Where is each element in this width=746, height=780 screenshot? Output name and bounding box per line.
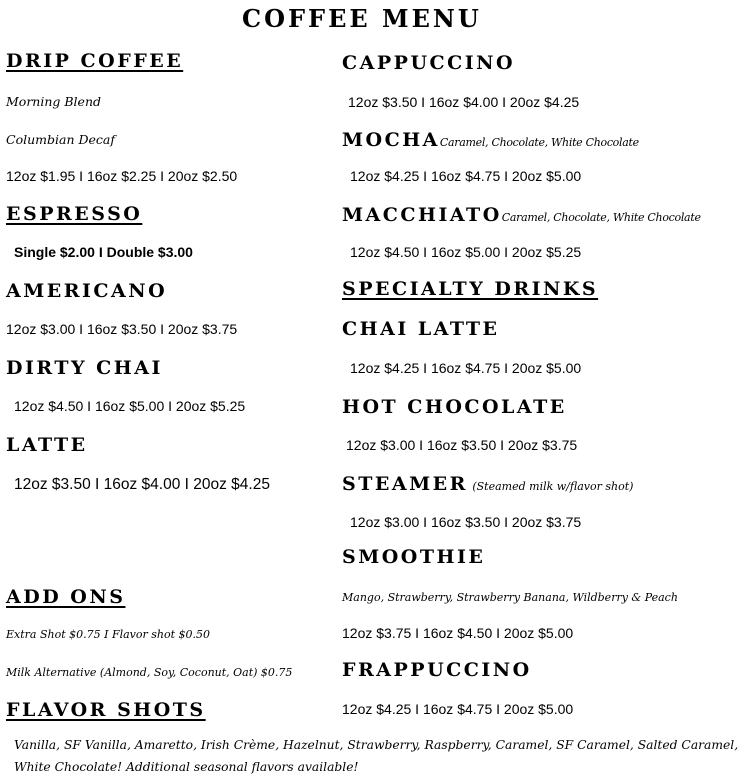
mocha-heading: MOCHA bbox=[342, 129, 440, 151]
dirty-chai-prices: 12oz $4.50 I 16oz $5.00 I 20oz $5.25 bbox=[14, 398, 246, 414]
macchiato-heading: MACCHIATO bbox=[342, 204, 502, 226]
macchiato-note: Caramel, Chocolate, White Chocolate bbox=[501, 211, 701, 224]
menu-title: COFFEE MENU bbox=[242, 4, 482, 33]
macchiato-prices: 12oz $4.50 I 16oz $5.00 I 20oz $5.25 bbox=[350, 244, 582, 260]
hot-chocolate-heading: HOT CHOCOLATE bbox=[342, 396, 567, 418]
steamer-line bbox=[342, 473, 633, 495]
steamer-prices: 12oz $3.00 I 16oz $3.50 I 20oz $3.75 bbox=[350, 514, 582, 530]
mocha-note: Caramel, Chocolate, White Chocolate bbox=[439, 136, 639, 149]
drip-coffee-prices: 12oz $1.95 I 16oz $2.25 I 20oz $2.50 bbox=[6, 168, 238, 184]
macchiato-line bbox=[342, 204, 701, 226]
cappuccino-heading: CAPPUCCINO bbox=[342, 52, 516, 74]
steamer-heading: STEAMER bbox=[342, 473, 468, 495]
flavor-shots-heading: FLAVOR SHOTS bbox=[6, 699, 206, 721]
drip-coffee-heading: DRIP COFFEE bbox=[6, 50, 184, 72]
flavor-shots-list: Vanilla, SF Vanilla, Amaretto, Irish Crème, Hazelnut, Strawberry, Raspberry, Caramel, SF Caramel, Salted Caramel, White Chocolate! Additional seasonal flavors available! bbox=[14, 738, 739, 774]
mocha-line bbox=[342, 129, 639, 151]
americano-prices: 12oz $3.00 I 16oz $3.50 I 20oz $3.75 bbox=[6, 321, 238, 337]
columbian-decaf-item: Columbian Decaf bbox=[6, 132, 115, 147]
smoothie-heading: SMOOTHIE bbox=[342, 546, 486, 568]
smoothie-prices: 12oz $3.75 I 16oz $4.50 I 20oz $5.00 bbox=[342, 625, 574, 641]
latte-heading: LATTE bbox=[6, 434, 88, 456]
morning-blend-item: Morning Blend bbox=[6, 94, 102, 109]
espresso-heading: ESPRESSO bbox=[6, 203, 143, 225]
smoothie-flavors: Mango, Strawberry, Strawberry Banana, Wildberry & Peach bbox=[342, 591, 678, 604]
dirty-chai-heading: DIRTY CHAI bbox=[6, 357, 163, 379]
frappuccino-prices: 12oz $4.25 I 16oz $4.75 I 20oz $5.00 bbox=[342, 701, 574, 717]
chai-latte-heading: CHAI LATTE bbox=[342, 318, 500, 340]
americano-heading: AMERICANO bbox=[6, 280, 168, 302]
cappuccino-prices: 12oz $3.50 I 16oz $4.00 I 20oz $4.25 bbox=[348, 94, 580, 110]
chai-latte-prices: 12oz $4.25 I 16oz $4.75 I 20oz $5.00 bbox=[350, 360, 582, 376]
frappuccino-heading: FRAPPUCCINO bbox=[342, 659, 532, 681]
add-ons-heading: ADD ONS bbox=[6, 586, 126, 608]
mocha-prices: 12oz $4.25 I 16oz $4.75 I 20oz $5.00 bbox=[350, 168, 582, 184]
hot-chocolate-prices: 12oz $3.00 I 16oz $3.50 I 20oz $3.75 bbox=[346, 437, 578, 453]
specialty-drinks-heading: SPECIALTY DRINKS bbox=[342, 278, 599, 300]
milk-alternative-item: Milk Alternative (Almond, Soy, Coconut, Oat) $0.75 bbox=[6, 666, 293, 679]
latte-prices: 12oz $3.50 I 16oz $4.00 I 20oz $4.25 bbox=[14, 476, 270, 493]
espresso-prices: Single $2.00 I Double $3.00 bbox=[14, 244, 193, 260]
steamer-note: (Steamed milk w/flavor shot) bbox=[472, 480, 634, 493]
extra-shot-item: Extra Shot $0.75 I Flavor shot $0.50 bbox=[6, 628, 211, 641]
